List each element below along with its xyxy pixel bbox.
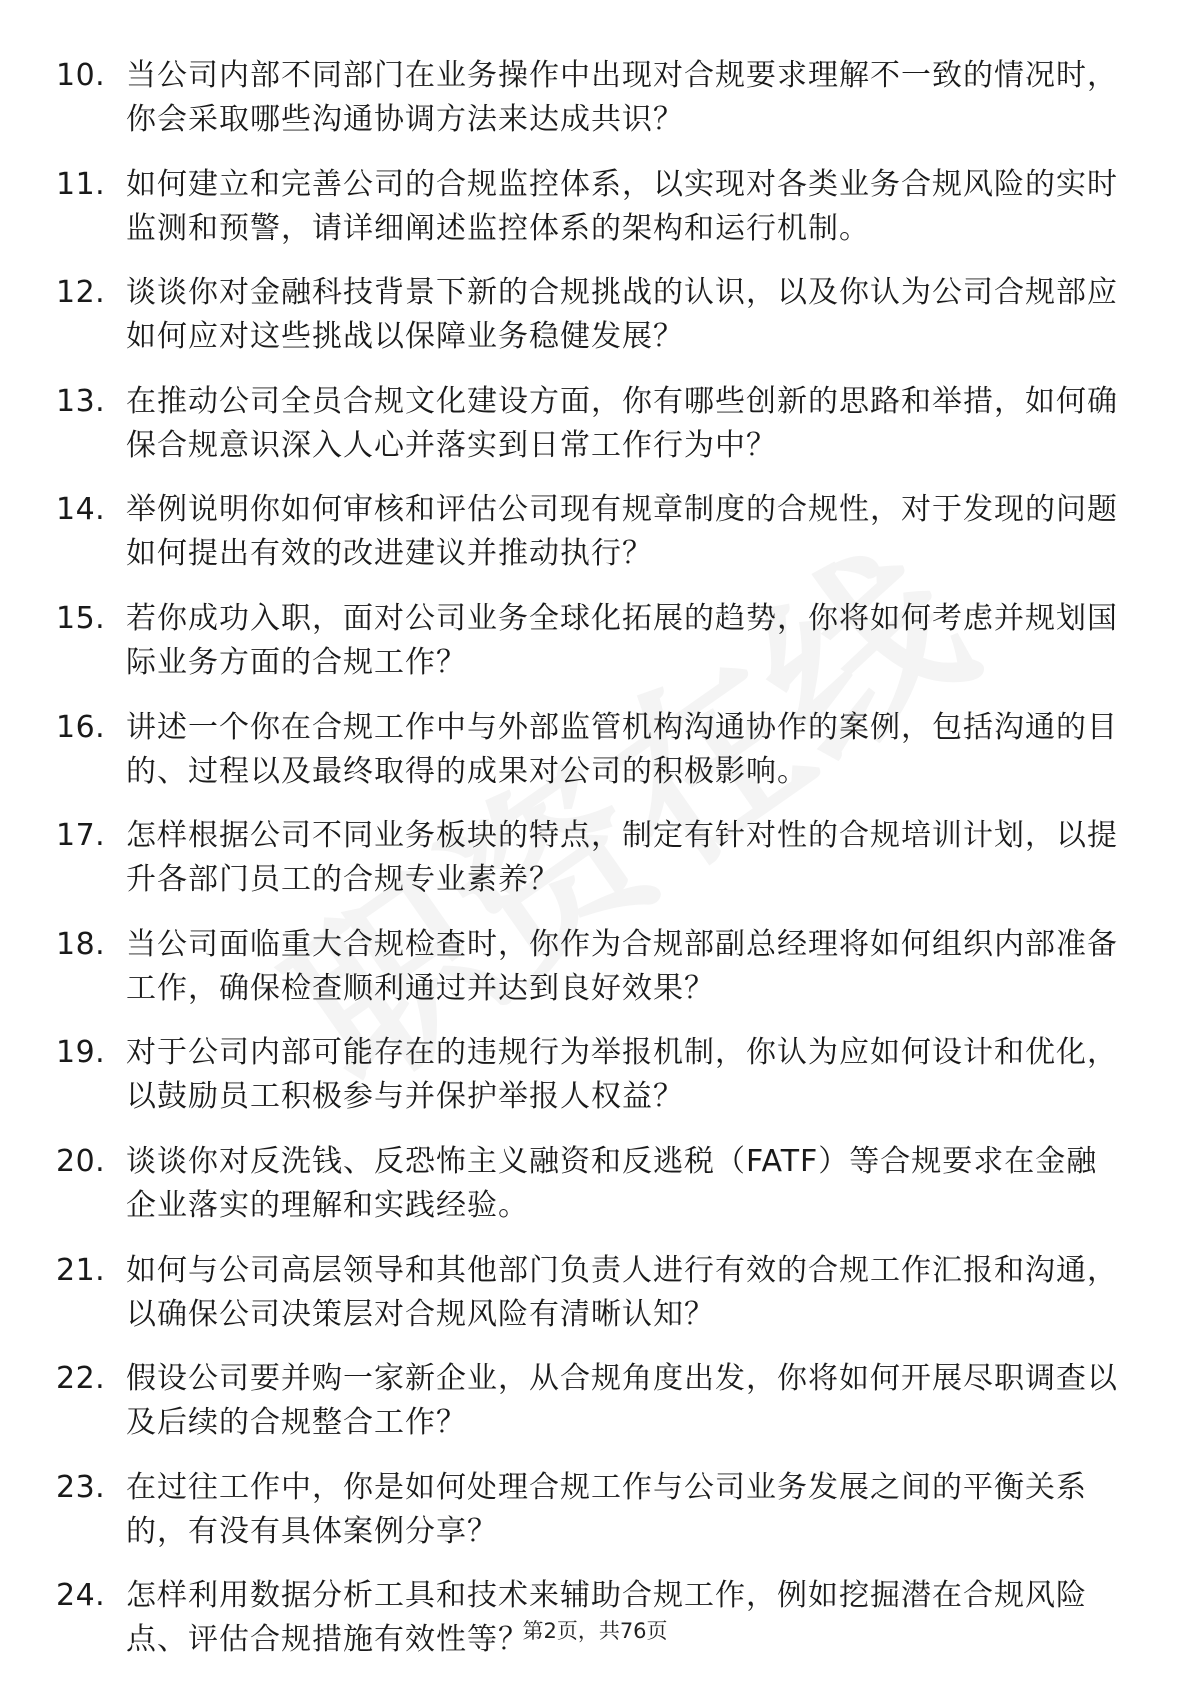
question-text: 讲述一个你在合规工作中与外部监管机构沟通协作的案例，包括沟通的目的、过程以及最终取得的成果对公司的积极影响。 bbox=[126, 709, 1118, 789]
question-text: 怎样根据公司不同业务板块的特点，制定有针对性的合规培训计划，以提升各部门员工的合规专业素养？ bbox=[126, 818, 1118, 898]
question-text: 在推动公司全员合规文化建设方面，你有哪些创新的思路和举措，如何确保合规意识深入人心并落实到日常工作行为中？ bbox=[126, 383, 1118, 463]
question-text: 假设公司要并购一家新企业，从合规角度出发，你将如何开展尽职调查以及后续的合规整合工作？ bbox=[126, 1361, 1118, 1441]
question-list bbox=[0, 40, 1190, 1669]
question-number: 16. bbox=[56, 709, 106, 745]
question-item-16 bbox=[0, 692, 1190, 801]
page-number-label: 第2页，共76页 bbox=[522, 1619, 668, 1643]
question-item-19 bbox=[0, 1017, 1190, 1126]
question-text: 如何与公司高层领导和其他部门负责人进行有效的合规工作汇报和沟通，以确保公司决策层对合规风险有清晰认知？ bbox=[126, 1252, 1118, 1332]
question-number: 11. bbox=[56, 166, 106, 202]
question-number: 20. bbox=[56, 1143, 106, 1179]
question-number: 18. bbox=[56, 926, 106, 962]
question-item-17 bbox=[0, 800, 1190, 909]
question-text: 谈谈你对反洗钱、反恐怖主义融资和反逃税（FATF）等合规要求在金融企业落实的理解和实践经验。 bbox=[126, 1143, 1098, 1223]
question-number: 22. bbox=[56, 1361, 106, 1397]
question-number: 10. bbox=[56, 58, 106, 93]
question-number: 15. bbox=[56, 600, 106, 636]
question-text: 当公司内部不同部门在业务操作中出现对合规要求理解不一致的情况时，你会采取哪些沟通协调方法来达成共识？ bbox=[126, 58, 1118, 137]
question-item-11 bbox=[0, 149, 1190, 258]
question-number: 17. bbox=[56, 818, 106, 854]
question-item-10 bbox=[0, 40, 1190, 149]
question-text: 谈谈你对金融科技背景下新的合规挑战的认识，以及你认为公司合规部应如何应对这些挑战以保障业务稳健发展？ bbox=[126, 275, 1118, 355]
question-item-22 bbox=[0, 1343, 1190, 1452]
question-text: 如何建立和完善公司的合规监控体系，以实现对各类业务合规风险的实时监测和预警，请详细阐述监控体系的架构和运行机制。 bbox=[126, 166, 1118, 246]
question-item-12 bbox=[0, 257, 1190, 366]
question-text: 对于公司内部可能存在的违规行为举报机制，你认为应如何设计和优化，以鼓励员工积极参与并保护举报人权益？ bbox=[126, 1035, 1118, 1115]
question-item-18 bbox=[0, 909, 1190, 1018]
question-text: 举例说明你如何审核和评估公司现有规章制度的合规性，对于发现的问题如何提出有效的改进建议并推动执行？ bbox=[126, 492, 1118, 572]
question-item-23 bbox=[0, 1452, 1190, 1561]
page-footer bbox=[0, 1616, 1190, 1646]
question-number: 14. bbox=[56, 492, 106, 528]
question-number: 13. bbox=[56, 383, 106, 419]
question-item-14 bbox=[0, 474, 1190, 583]
question-item-21 bbox=[0, 1235, 1190, 1344]
question-number: 21. bbox=[56, 1252, 106, 1288]
question-item-15 bbox=[0, 583, 1190, 692]
question-text: 当公司面临重大合规检查时，你作为合规部副总经理将如何组织内部准备工作，确保检查顺利通过并达到良好效果？ bbox=[126, 926, 1118, 1006]
question-item-24 bbox=[0, 1560, 1190, 1669]
question-text: 若你成功入职，面对公司业务全球化拓展的趋势，你将如何考虑并规划国际业务方面的合规工作？ bbox=[126, 600, 1118, 680]
question-item-20 bbox=[0, 1126, 1190, 1235]
question-number: 19. bbox=[56, 1035, 106, 1071]
question-number: 23. bbox=[56, 1469, 106, 1505]
question-text: 怎样利用数据分析工具和技术来辅助合规工作，例如挖掘潜在合规风险点、评估合规措施有效性等？ bbox=[126, 1578, 1087, 1658]
question-number: 24. bbox=[56, 1578, 106, 1614]
question-text: 在过往工作中，你是如何处理合规工作与公司业务发展之间的平衡关系的，有没有具体案例分享？ bbox=[126, 1469, 1087, 1549]
question-number: 12. bbox=[56, 275, 106, 311]
question-item-13 bbox=[0, 366, 1190, 475]
